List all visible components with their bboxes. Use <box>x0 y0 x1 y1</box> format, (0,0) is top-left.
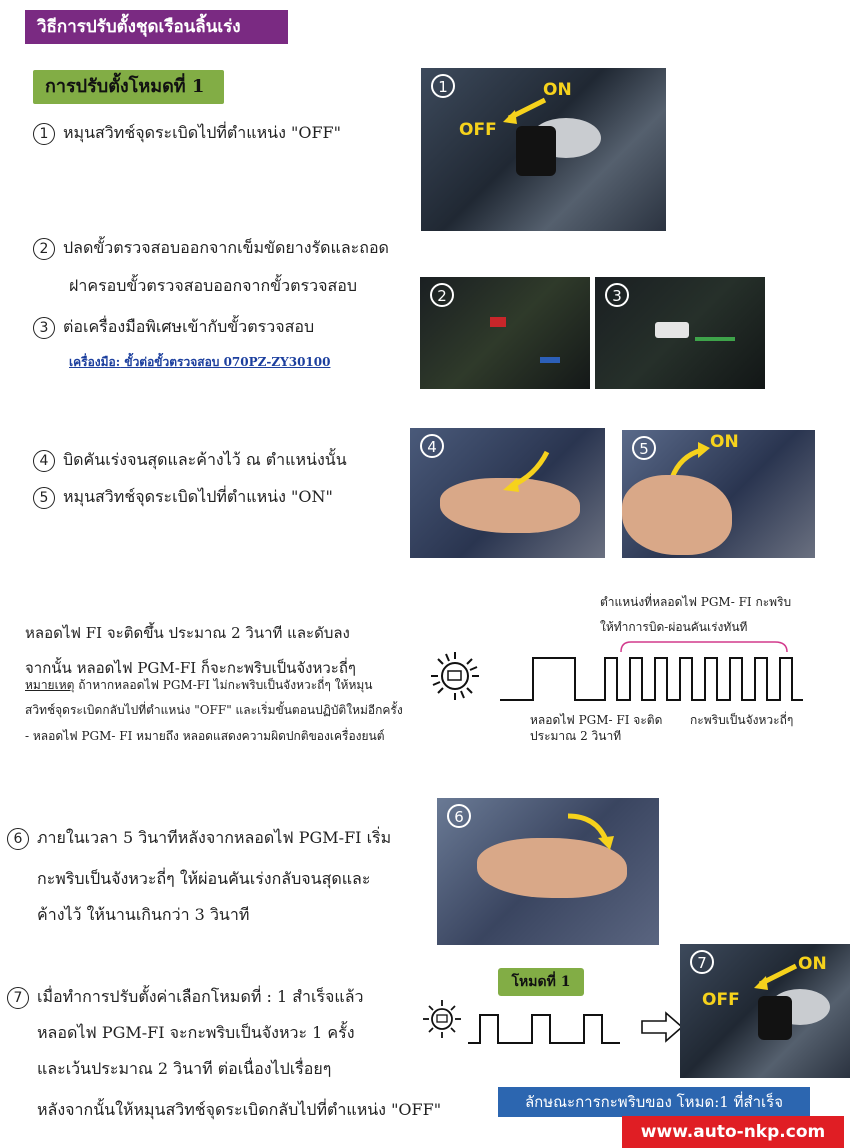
engine-warning-light-icon <box>423 1000 461 1038</box>
photo-throttle-release <box>437 798 659 945</box>
on-label: ON <box>798 954 827 974</box>
step-1 <box>33 118 341 148</box>
step-number: 7 <box>7 987 29 1009</box>
waveform-label-left-line-2: ประมาณ 2 วินาที <box>530 729 622 743</box>
photo-number: 3 <box>605 283 629 307</box>
waveform-label-left-line-1: หลอดไฟ PGM- FI จะติด <box>530 713 663 727</box>
step-number: 4 <box>33 450 55 472</box>
remark-text: ถ้าหากหลอดไฟ PGM-FI ไม่กะพริบเป็นจังหวะถี่ๆ ให้หมุน <box>74 678 373 692</box>
ignition-key <box>516 126 556 176</box>
step-7-line-2: หลอดไฟ PGM-FI จะกะพริบเป็นจังหวะ 1 ครั้ง <box>37 1023 355 1042</box>
engine-warning-light-icon <box>431 652 479 700</box>
step-number: 3 <box>33 317 55 339</box>
waveform-line <box>500 658 803 700</box>
arrow-icon <box>562 806 622 856</box>
waveform-label-left <box>530 712 662 744</box>
photo-number: 2 <box>430 283 454 307</box>
mode-tag: การปรับตั้งโหมดที่ 1 <box>33 70 224 104</box>
page-title: วิธีการปรับตั้งชุดเรือนลิ้นเร่ง <box>25 10 288 44</box>
green-wire <box>695 337 735 341</box>
remark-line-1 <box>25 675 372 695</box>
arrow-icon <box>750 962 800 992</box>
on-label: ON <box>710 432 739 452</box>
remark-line-2: สวิทช์จุดระเบิดกลับไปที่ตำแหน่ง "OFF" และเริ่มขั้นตอนปฏิบัติใหม่อีกครั้ง <box>25 703 403 717</box>
step-2 <box>33 233 389 263</box>
step-7 <box>7 982 364 1012</box>
waveform-line <box>468 1015 620 1043</box>
tool-note <box>69 353 330 372</box>
photo-connector-3 <box>595 277 765 389</box>
photo-number: 7 <box>690 950 714 974</box>
mode-1-blink-waveform <box>420 995 690 1055</box>
step-4 <box>33 445 347 475</box>
step-number: 1 <box>33 123 55 145</box>
waveform-note-line-2: ให้ทำการบิด-ผ่อนคันเร่งทันที <box>600 620 748 634</box>
waveform-note-line-1: ตำแหน่งที่หลอดไฟ PGM- FI กะพริบ <box>600 595 792 609</box>
mode-1-label: โหมดที่ 1 <box>498 968 584 996</box>
photo-number: 1 <box>431 74 455 98</box>
mode-1-caption: ลักษณะการกะพริบของ โหมด:1 ที่สำเร็จ <box>498 1087 810 1117</box>
ignition-key <box>758 996 792 1040</box>
step-5 <box>33 482 333 512</box>
step-6-line-3: ค้างไว้ ให้นานเกินกว่า 3 วินาที <box>37 905 250 924</box>
step-number: 2 <box>33 238 55 260</box>
step-text: เมื่อทำการปรับตั้งค่าเลือกโหมดที่ : 1 สำเร็จแล้ว <box>37 987 364 1006</box>
hand <box>622 475 732 555</box>
arrow-icon <box>499 96 549 126</box>
arrow-right-icon <box>642 1013 682 1041</box>
step-text: ปลดขั้วตรวจสอบออกจากเข็มขัดยางรัดและถอด <box>63 238 389 257</box>
step-2-line-2: ฝาครอบขั้วตรวจสอบออกจากขั้วตรวจสอบ <box>69 276 357 295</box>
step-number: 5 <box>33 487 55 509</box>
on-label: ON <box>543 80 572 100</box>
blink-bracket <box>621 642 787 652</box>
off-label: OFF <box>702 990 740 1010</box>
arrow-icon <box>495 446 555 496</box>
remark-label: หมายเหตุ <box>25 678 75 692</box>
photo-throttle-open <box>410 428 605 558</box>
step-text: หมุนสวิทช์จุดระเบิดไปที่ตำแหน่ง "OFF" <box>63 123 342 142</box>
step-text: ภายในเวลา 5 วินาทีหลังจากหลอดไฟ PGM-FI เริ่ม <box>37 828 392 847</box>
photo-connector-2 <box>420 277 590 389</box>
step-text: หมุนสวิทช์จุดระเบิดไปที่ตำแหน่ง "ON" <box>63 487 333 506</box>
tool-note-text: ขั้วต่อขั้วตรวจสอบ 070PZ-ZY30100 <box>120 355 331 369</box>
step-6 <box>7 823 391 853</box>
fi-paragraph-line-2: จากนั้น หลอดไฟ PGM-FI ก็จะกะพริบเป็นจังหวะถี่ๆ <box>25 659 356 677</box>
fi-paragraph-line-1: หลอดไฟ FI จะติดขึ้น ประมาณ 2 วินาที และดับลง <box>25 624 350 642</box>
watermark: www.auto-nkp.com <box>622 1116 844 1148</box>
photo-ignition-on <box>622 430 815 558</box>
photo-ignition-off <box>421 68 666 231</box>
photo-ignition-off-final <box>680 944 850 1078</box>
step-7-line-4: หลังจากนั้นให้หมุนสวิทช์จุดระเบิดกลับไปที่ตำแหน่ง "OFF" <box>37 1100 442 1119</box>
step-7-line-3: และเว้นประมาณ 2 วินาที ต่อเนื่องไปเรื่อยๆ <box>37 1059 332 1078</box>
step-text: บิดคันเร่งจนสุดและค้างไว้ ณ ตำแหน่งนั้น <box>63 450 347 469</box>
photo-number: 4 <box>420 434 444 458</box>
step-number: 6 <box>7 828 29 850</box>
step-text: ต่อเครื่องมือพิเศษเข้ากับขั้วตรวจสอบ <box>63 317 315 336</box>
step-6-line-2: กะพริบเป็นจังหวะถี่ๆ ให้ผ่อนคันเร่งกลับจนสุดและ <box>37 869 371 888</box>
photo-number: 6 <box>447 804 471 828</box>
remark-line-3: - หลอดไฟ PGM- FI หมายถึง หลอดแสดงความผิดปกติของเครื่องยนต์ <box>25 729 385 743</box>
off-label: OFF <box>459 120 497 140</box>
blue-wire <box>540 357 560 363</box>
step-3 <box>33 312 314 342</box>
waveform-label-right: กะพริบเป็นจังหวะถี่ๆ <box>690 713 794 727</box>
service-connector <box>655 322 689 338</box>
red-wire <box>490 317 506 327</box>
photo-number: 5 <box>632 436 656 460</box>
blink-waveform <box>425 630 805 710</box>
tool-note-label: เครื่องมือ: <box>69 355 121 369</box>
